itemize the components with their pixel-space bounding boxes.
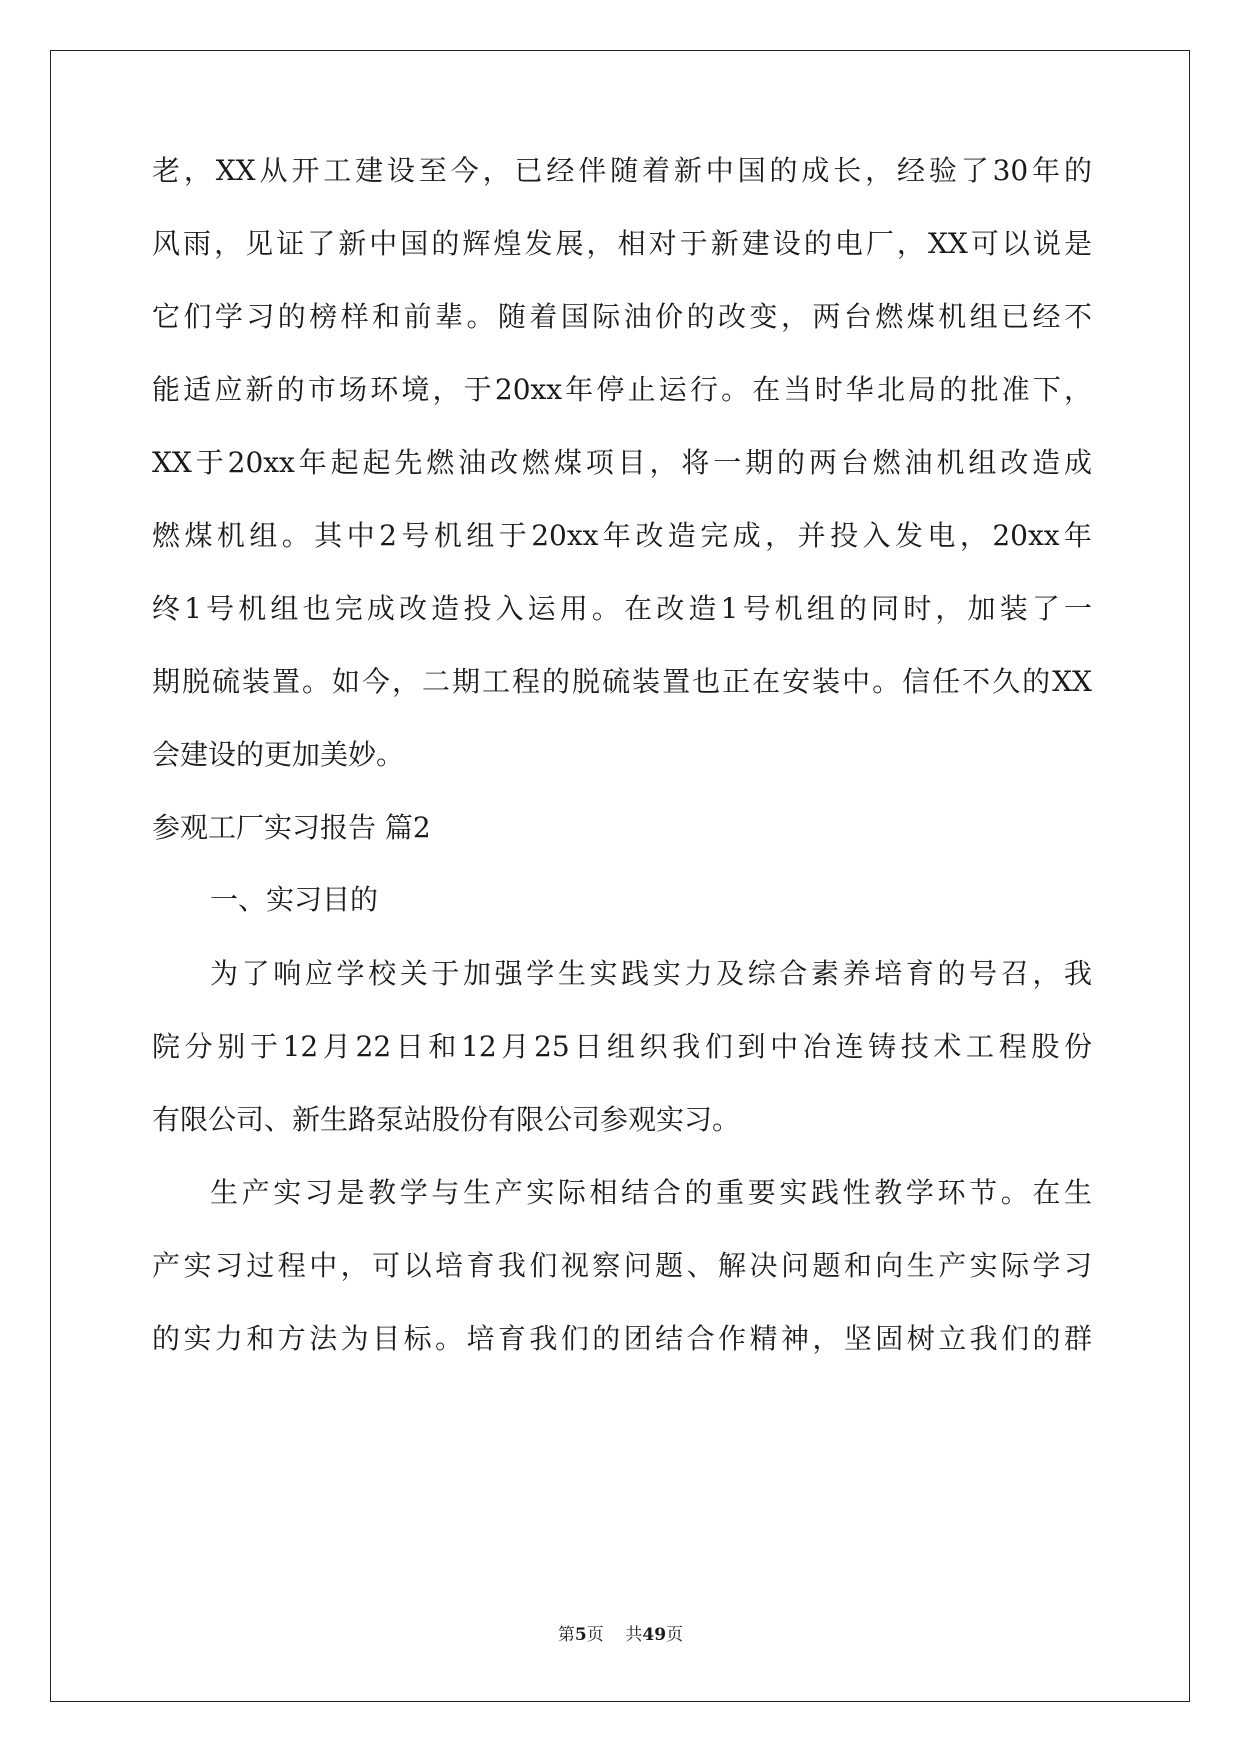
- body-line: 为了响应学校关于加强学生实践实力及综合素养培育的号召，我: [210, 957, 1092, 990]
- body-line: 老，XX从开工建设至今，已经伴随着新中国的成长，经验了30年的: [152, 154, 1092, 187]
- subsection-heading: 一、实习目的: [210, 883, 379, 916]
- body-line: 产实习过程中，可以培育我们视察问题、解决问题和向生产实际学习: [152, 1249, 1092, 1282]
- page-prefix: 第: [557, 1625, 575, 1645]
- body-line: 院分别于12月22日和12月25日组织我们到中冶连铸技术工程股份: [152, 1030, 1092, 1063]
- body-line: 的实力和方法为目标。培育我们的团结合作精神，坚固树立我们的群: [152, 1322, 1092, 1355]
- page-border: [50, 50, 1190, 1702]
- body-line: 它们学习的榜样和前辈。随着国际油价的改变，两台燃煤机组已经不: [152, 300, 1092, 333]
- page-current: 5: [574, 1625, 587, 1645]
- body-line: XX于20xx年起起先燃油改燃煤项目，将一期的两台燃油机组改造成: [152, 446, 1092, 479]
- page-footer: [0, 1620, 1241, 1645]
- body-line: 风雨，见证了新中国的辉煌发展，相对于新建设的电厂，XX可以说是: [152, 227, 1092, 260]
- body-line: 燃煤机组。其中2号机组于20xx年改造完成，并投入发电，20xx年: [152, 519, 1092, 552]
- body-line: 终1号机组也完成改造投入运用。在改造1号机组的同时，加装了一: [152, 592, 1092, 625]
- total-suffix: 页: [666, 1625, 684, 1645]
- total-prefix: 共: [625, 1625, 643, 1645]
- page-suffix: 页: [586, 1625, 604, 1645]
- body-line: 期脱硫装置。如今，二期工程的脱硫装置也正在安装中。信任不久的XX: [152, 665, 1092, 698]
- body-line: 能适应新的市场环境，于20xx年停止运行。在当时华北局的批准下，: [152, 373, 1092, 406]
- body-line: 会建设的更加美妙。: [152, 738, 405, 771]
- page-total: 49: [642, 1625, 667, 1645]
- section-heading: 参观工厂实习报告 篇2: [152, 811, 431, 844]
- body-line: 生产实习是教学与生产实际相结合的重要实践性教学环节。在生: [210, 1176, 1092, 1209]
- body-line: 有限公司、新生路泵站股份有限公司参观实习。: [152, 1103, 741, 1136]
